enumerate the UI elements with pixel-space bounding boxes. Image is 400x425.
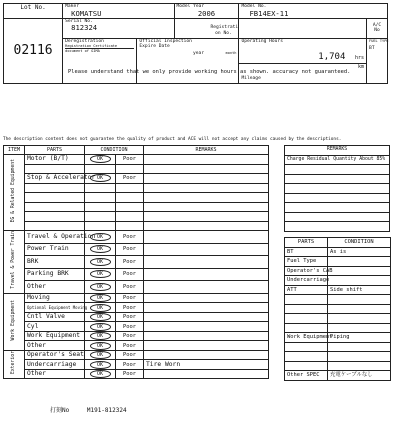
ok-circled-mark: OK [90,332,111,340]
remark-cell [144,231,269,244]
col-condition-header: CONDITION [85,146,144,155]
poor-option: Poor [123,271,136,278]
table-row [285,323,391,333]
parts-col-header: PARTS [285,238,328,248]
poor-option: Poor [123,258,136,265]
ac-cell [367,18,388,38]
table-row [4,243,269,256]
table-row [4,331,269,341]
table-row [4,360,269,370]
remark-cell [144,303,269,313]
part-name: BRK [25,256,85,269]
condition-poor-cell [116,202,144,212]
table-row [285,285,391,295]
remarks-table [284,145,390,232]
remark-cell [144,174,269,184]
maker-cell [63,4,174,19]
table-row [285,342,391,352]
table-row [4,303,269,313]
table-row [4,350,269,360]
condition-ok-cell [85,164,116,174]
ac-value: No [374,28,380,33]
remark-cell [144,369,269,379]
ok-circled-mark: OK [90,370,111,378]
condition-poor-cell [116,243,144,256]
condition-poor-cell [116,350,144,360]
table-row [285,371,391,381]
parts-box-part: Fuel Type [285,257,328,267]
poor-option: Poor [123,295,136,302]
ok-circled-mark: OK [90,233,111,241]
ok-circled-mark: OK [90,174,111,182]
condition-poor-cell [116,193,144,203]
lot-number: 02116 [4,18,63,84]
condition-ok-cell [85,212,116,222]
parts-box-condition [328,314,391,324]
remark-cell [144,350,269,360]
ok-circled-mark: OK [90,304,111,312]
remark-cell [144,212,269,222]
condition-ok-cell [85,268,116,281]
condition-ok-cell [85,221,116,231]
remark-cell [144,164,269,174]
poor-option: Poor [123,304,136,311]
table-row [285,352,391,362]
table-row [4,183,269,193]
part-name: Optional Equipment Moving [25,303,85,313]
ok-circled-mark: OK [90,294,111,302]
part-name: Power Train [25,243,85,256]
ok-circled-mark: OK [90,283,111,291]
part-name [25,183,85,193]
operating-hours-value: 1,704 [318,52,346,62]
remark-cell [144,312,269,322]
parts-condition-body [285,247,391,380]
remark-cell [144,331,269,341]
parts-box-part [285,352,328,362]
table-row [285,304,391,314]
inspection-cell [137,38,239,84]
poor-option: Poor [123,342,136,349]
table-row [285,361,391,371]
ok-circled-mark: OK [90,351,111,359]
parts-box-condition: 充電ケーブルなし [328,371,391,381]
operating-hours-cell [239,38,367,64]
condition-ok-cell [85,331,116,341]
condition-poor-cell [116,322,144,332]
table-row [4,322,269,332]
col-item-header: ITEM [4,146,25,155]
parts-box-condition [328,266,391,276]
condition-ok-cell [85,369,116,379]
parts-box-condition [328,352,391,362]
parts-box-part [285,323,328,333]
table-row [285,247,391,257]
item-category-label: Travel & Power Train [11,231,16,289]
table-row [4,312,269,322]
registration-label: Registrati on No. [210,25,239,36]
model-no-cell [239,4,388,19]
fuel-type-value: BT [369,45,375,51]
table-row [4,164,269,174]
operating-hours-label: Operating Hours [241,38,283,44]
parts-box-condition [328,257,391,267]
condition-col-header: CONDITION [328,238,391,248]
model-year-label: Model Year [176,4,205,9]
inspection-label: Official Inspection Expire Date [139,38,192,49]
deregistration-label: Deregistration [65,38,104,44]
condition-ok-cell [85,303,116,313]
inspection-table [3,145,269,379]
ok-circled-mark: OK [90,245,111,253]
poor-option: Poor [123,156,136,163]
condition-poor-cell [116,369,144,379]
condition-ok-cell [85,293,116,303]
part-name: Undercarriage [25,360,85,370]
remark-cell [144,341,269,351]
parts-box-part [285,314,328,324]
condition-poor-cell [116,164,144,174]
remarks-box-empty [285,193,390,203]
registration-value-cell [239,18,367,38]
parts-condition-table [284,237,391,381]
table-row [4,221,269,231]
fuel-type-label: FUEL TYPE [369,38,389,43]
remarks-box-title: REMARKS [285,146,390,156]
parts-box-part [285,342,328,352]
remarks-box-empty [285,222,390,232]
item-category [4,155,25,231]
condition-ok-cell [85,155,116,165]
condition-poor-cell [116,303,144,313]
remarks-box-empty [285,165,390,175]
inspection-table-body [4,155,269,379]
col-remarks-header: REMARKS [144,146,269,155]
poor-option: Poor [123,233,136,240]
registration-certificate-label: Registration Certificate [65,44,118,48]
stamp-no-value: M191-812324 [86,407,127,414]
hrs-unit: hrs [355,55,365,61]
condition-ok-cell [85,183,116,193]
parts-box-part: Other SPEC [285,371,328,381]
notice-text: Please understand that we only provide working hours as shown. accuracy not guaranteed. [68,69,351,75]
item-category-label: EG & Related Equipment [11,158,16,223]
condition-ok-cell [85,243,116,256]
condition-ok-cell [85,174,116,184]
registration-cell [174,18,239,38]
poor-option: Poor [123,352,136,359]
table-row [4,193,269,203]
condition-poor-cell [116,281,144,294]
table-row [4,281,269,294]
serial-value: 812324 [71,23,98,32]
condition-ok-cell [85,360,116,370]
footer-stamp [50,405,141,414]
part-name: Moving [25,293,85,303]
table-row [4,202,269,212]
parts-box-condition [328,361,391,371]
serial-cell [63,18,174,38]
condition-ok-cell [85,281,116,294]
parts-box-condition: Piping [328,333,391,343]
poor-option: Poor [123,323,136,330]
col-parts-header: PARTS [25,146,85,155]
ok-circled-mark: OK [90,361,111,369]
condition-poor-cell [116,360,144,370]
parts-box-condition [328,295,391,305]
month-label: month [225,50,237,55]
parts-box-part [285,295,328,305]
table-row [4,155,269,165]
parts-box-part [285,361,328,371]
deregistration-cell [63,38,137,84]
table-row [4,268,269,281]
fuel-type-cell [367,38,388,84]
parts-box-condition [328,276,391,286]
description-disclaimer: The description content does not guarantee the quality of product and ACE will not accept any claims caused by the descriptions. [3,137,342,142]
part-name: Parking BRK [25,268,85,281]
part-name [25,212,85,222]
part-name [25,193,85,203]
part-name: Work Equipment [25,331,85,341]
condition-poor-cell [116,256,144,269]
table-row [4,231,269,244]
poor-option: Poor [123,371,136,378]
item-category [4,350,25,379]
table-row [4,293,269,303]
model-no-value: FB14EX-11 [249,8,289,18]
remark-cell [144,322,269,332]
table-row [285,276,391,286]
condition-poor-cell [116,183,144,193]
parts-box-condition [328,304,391,314]
condition-poor-cell [116,293,144,303]
part-name [25,221,85,231]
condition-ok-cell [85,256,116,269]
table-row [285,266,391,276]
table-row [285,257,391,267]
part-name: Travel & Operation [25,231,85,244]
table-row [285,333,391,343]
part-name [25,164,85,174]
parts-box-part: Work Equipment [285,333,328,343]
remark-cell [144,221,269,231]
poor-option: Poor [123,246,136,253]
item-category-label: Work Equipment [11,299,16,340]
serial-label: Serial No. [65,18,93,24]
condition-ok-cell [85,322,116,332]
condition-ok-cell [85,193,116,203]
model-no-label: Model No. [241,4,267,9]
parts-box-part [285,304,328,314]
ok-circled-mark: OK [90,313,111,321]
remark-cell [144,256,269,269]
model-year-value: 2006 [197,8,216,18]
mileage-label: Mileage [241,76,261,81]
parts-box-condition [328,323,391,333]
condition-poor-cell [116,155,144,165]
part-name: Other [25,369,85,379]
maker-value: KOMATSU [71,8,102,18]
remark-cell [144,268,269,281]
part-name: Cntl Valve [25,312,85,322]
condition-poor-cell [116,331,144,341]
remarks-box-empty [285,184,390,194]
poor-option: Poor [123,283,136,290]
document-label: document of GIMA [65,48,134,53]
item-category-label: Exterior [11,350,16,375]
condition-poor-cell [116,268,144,281]
table-row [285,314,391,324]
parts-box-condition: Side shift [328,285,391,295]
model-year-cell [174,4,239,19]
remark-cell [144,202,269,212]
year-label: year [193,50,205,56]
km-unit: km [358,64,365,70]
ok-circled-mark: OK [90,323,111,331]
table-row [4,212,269,222]
parts-box-part: ATT [285,285,328,295]
parts-box-condition: As is [328,247,391,257]
part-name: Other [25,341,85,351]
part-name: Motor (B/T) [25,155,85,165]
remark-cell [144,281,269,294]
table-row [4,369,269,379]
remark-cell [144,193,269,203]
parts-box-part: BT [285,247,328,257]
ac-label: A/C [372,22,382,28]
poor-option: Poor [123,361,136,368]
part-name: Stop & Accelerator [25,174,85,184]
condition-ok-cell [85,231,116,244]
condition-ok-cell [85,350,116,360]
part-name: Cyl [25,322,85,332]
table-row [4,174,269,184]
remark-cell [144,155,269,165]
condition-poor-cell [116,341,144,351]
ok-circled-mark: OK [90,270,111,278]
part-name: Operator's Seat [25,350,85,360]
ok-circled-mark: OK [90,258,111,266]
lot-label: Lot No. [4,4,63,19]
ok-circled-mark: OK [90,342,111,350]
part-name [25,202,85,212]
ok-circled-mark: OK [90,155,111,163]
condition-poor-cell [116,221,144,231]
stamp-no-label: 打刻No [50,407,70,414]
condition-poor-cell [116,212,144,222]
table-row [4,256,269,269]
poor-option: Poor [123,333,136,340]
part-name: Other [25,281,85,294]
condition-ok-cell [85,312,116,322]
remark-cell [144,183,269,193]
condition-poor-cell [116,312,144,322]
remarks-box-line: Charge Residual Quantity About 85% [285,155,390,165]
condition-poor-cell [116,231,144,244]
condition-ok-cell [85,341,116,351]
remark-cell [144,243,269,256]
parts-box-part: Operator's CAB [285,266,328,276]
table-row [285,295,391,305]
remarks-box-empty [285,203,390,213]
remark-cell: Tire Worn [144,360,269,370]
remark-cell [144,293,269,303]
parts-box-part: Undercarriage [285,276,328,286]
maker-label: Maker [65,4,79,9]
parts-box-condition [328,342,391,352]
poor-option: Poor [123,175,136,182]
item-category [4,231,25,294]
condition-poor-cell [116,174,144,184]
remarks-box-empty [285,212,390,222]
condition-ok-cell [85,202,116,212]
table-row [4,341,269,351]
item-category [4,293,25,350]
poor-option: Poor [123,314,136,321]
remarks-box-empty [285,174,390,184]
